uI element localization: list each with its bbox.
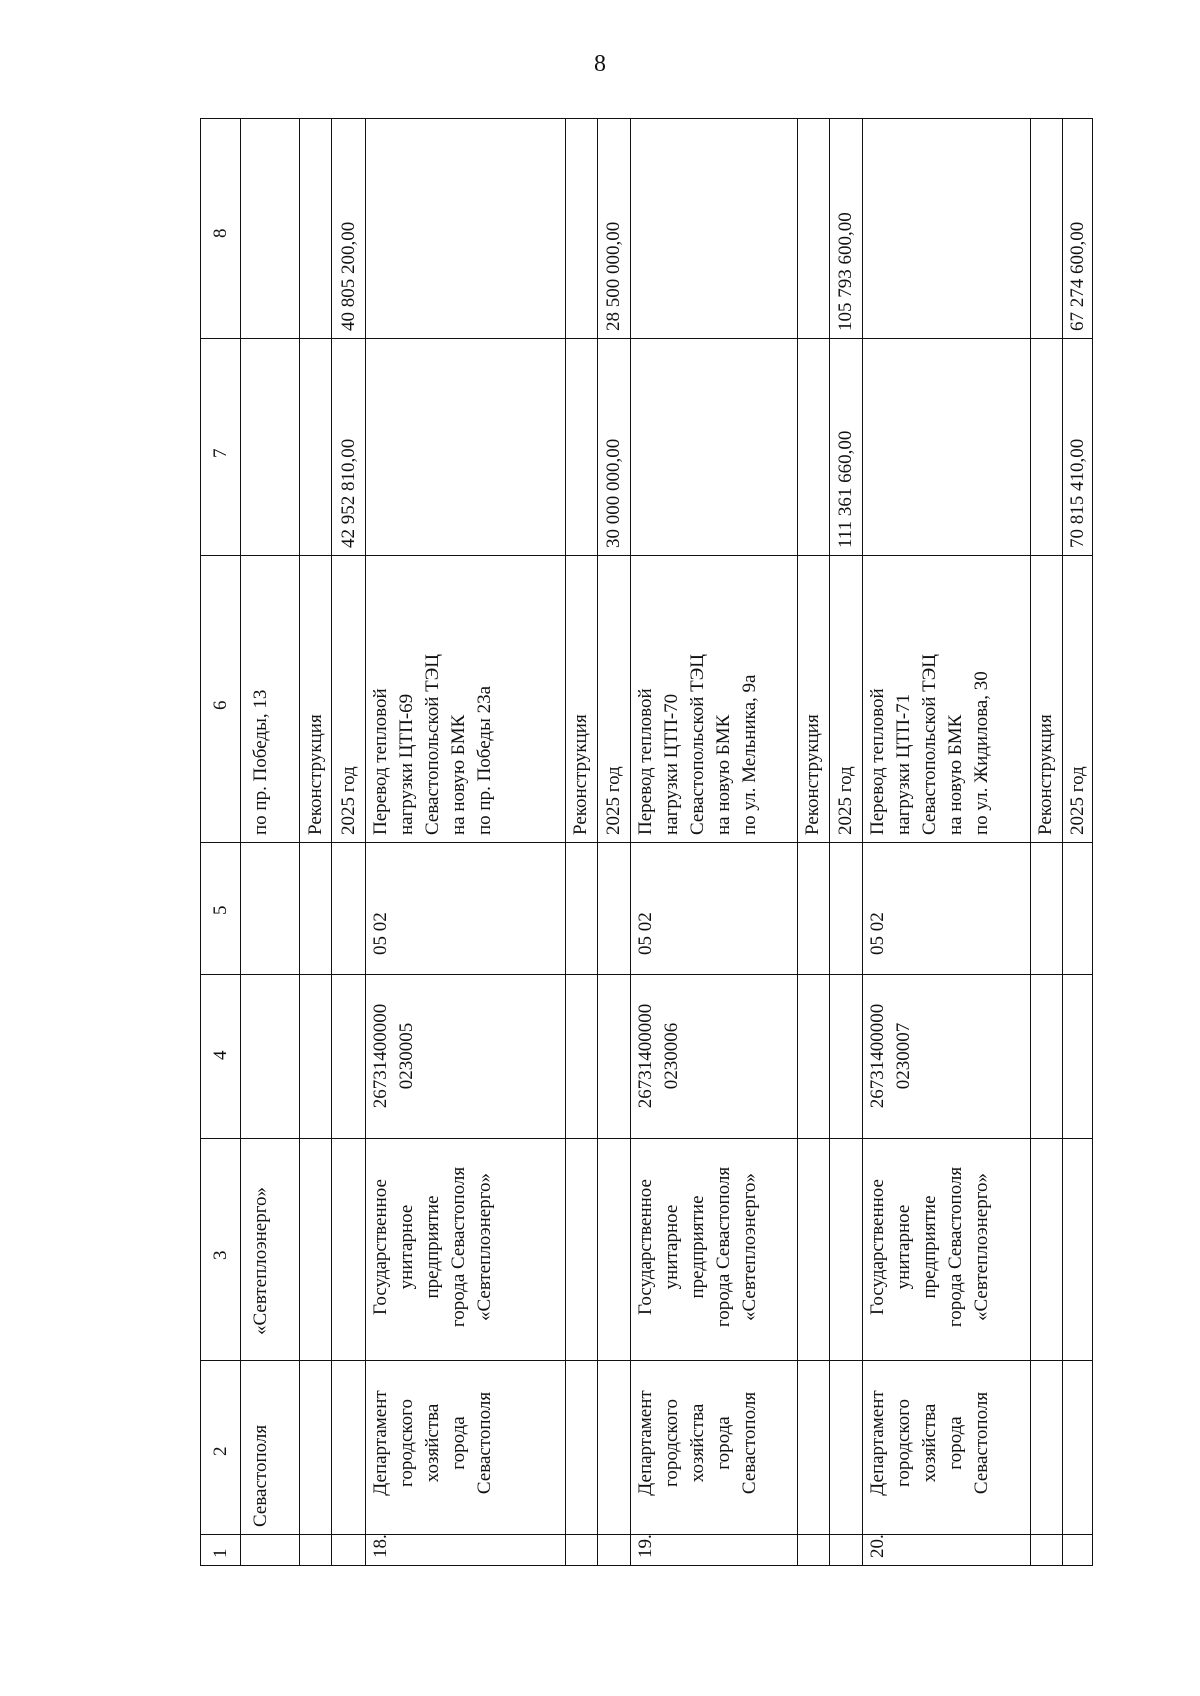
header-col-4: 4	[210, 1050, 231, 1060]
row-20-col7: 70 815 410,00	[1067, 438, 1088, 548]
row-19-col6: Перевод тепловой нагрузки ЦТП-70 Севастопольской ТЭЦ на новую БМК по ул. Мельника, 9а	[635, 653, 760, 835]
row-20-col5: 05 02	[867, 912, 888, 955]
row-19-num: 19.	[635, 1534, 656, 1558]
fragment-year: 2025 год	[338, 766, 359, 835]
row-20-recon: Реконструкция	[1035, 714, 1056, 835]
page-number: 8	[594, 51, 606, 77]
fragment-col7: 42 952 810,00	[338, 438, 359, 548]
row-18-recon: Реконструкция	[570, 714, 591, 835]
header-col-6: 6	[210, 700, 231, 710]
fragment-recon: Реконструкция	[305, 714, 326, 835]
header-col-3: 3	[210, 1250, 231, 1260]
row-20-col6: Перевод тепловой нагрузки ЦТП-71 Севастопольской ТЭЦ на новую БМК по ул. Жидилова, 30	[867, 653, 992, 835]
row-19-col4: 26731400000 0230006	[635, 1003, 682, 1109]
row-20-year: 2025 год	[1067, 766, 1088, 835]
header-col-2: 2	[210, 1446, 231, 1456]
row-19-recon: Реконструкция	[802, 714, 823, 835]
row-19-col8: 105 793 600,00	[835, 212, 856, 331]
row-19-col2: Департамент городского хозяйства города Севастополя	[635, 1390, 760, 1496]
column-divider	[200, 842, 1093, 843]
column-divider	[200, 555, 1093, 556]
column-divider	[200, 974, 1093, 975]
fragment-col2: Севастополя	[250, 1424, 271, 1527]
row-19-col7: 111 361 660,00	[835, 430, 856, 548]
column-divider	[200, 338, 1093, 339]
row-18-num: 18.	[370, 1534, 391, 1558]
row-18-col2: Департамент городского хозяйства города Севастополя	[370, 1390, 495, 1496]
fragment-col8: 40 805 200,00	[338, 221, 359, 331]
fragment-col3: «Севтеплоэнерго»	[250, 1186, 271, 1335]
header-col-7: 7	[210, 448, 231, 458]
header-col-1: 1	[210, 1548, 231, 1558]
row-19-col5: 05 02	[635, 912, 656, 955]
row-20-num: 20.	[867, 1534, 888, 1558]
row-18-col3: Государственное унитарное предприятие города Севастополя «Севтеплоэнерго»	[370, 1166, 495, 1328]
row-20-col2: Департамент городского хозяйства города Севастополя	[867, 1390, 992, 1496]
fragment-col6: по пр. Победы, 13	[250, 689, 271, 835]
row-20-col3: Государственное унитарное предприятие города Севастополя «Севтеплоэнерго»	[867, 1166, 992, 1328]
row-18-col6: Перевод тепловой нагрузки ЦТП-69 Севастопольской ТЭЦ на новую БМК по пр. Победы 23а	[370, 653, 495, 835]
row-20-col4: 26731400000 0230007	[867, 1003, 914, 1109]
row-18-col5: 05 02	[370, 912, 391, 955]
row-18-col8: 28 500 000,00	[603, 221, 624, 331]
header-col-8: 8	[210, 228, 231, 238]
row-18-col7: 30 000 000,00	[603, 438, 624, 548]
row-19-col3: Государственное унитарное предприятие города Севастополя «Севтеплоэнерго»	[635, 1166, 760, 1328]
row-18-col4: 26731400000 0230005	[370, 1003, 417, 1109]
header-col-5: 5	[210, 905, 231, 915]
row-18-year: 2025 год	[603, 766, 624, 835]
row-19-year: 2025 год	[835, 766, 856, 835]
row-20-col8: 67 274 600,00	[1067, 221, 1088, 331]
